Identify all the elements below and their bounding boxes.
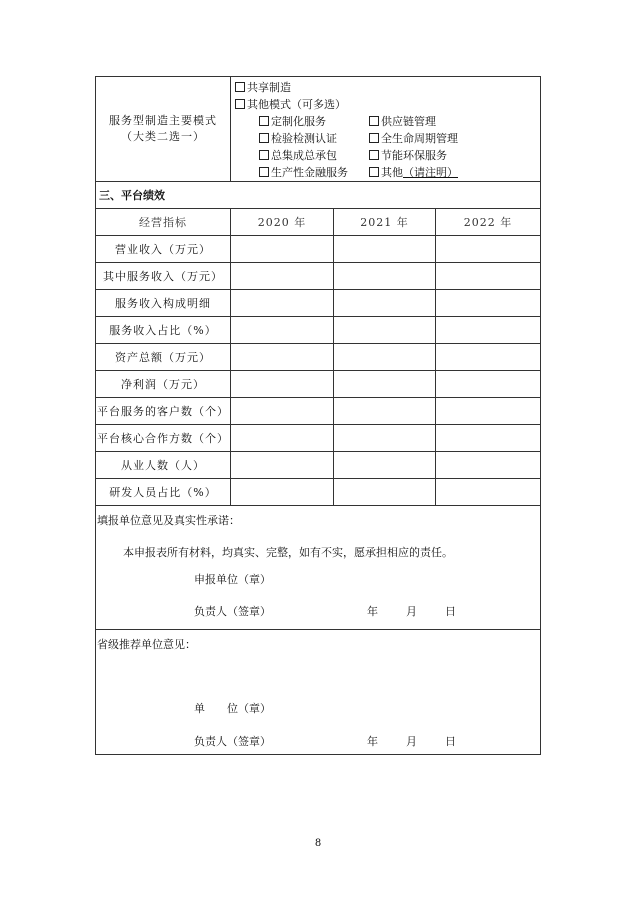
table-row bbox=[96, 290, 541, 317]
value-cell-2022[interactable] bbox=[436, 452, 541, 479]
service-mode-options bbox=[231, 77, 541, 182]
service-mode-label bbox=[96, 77, 231, 182]
row-label: 平台服务的客户数（个） bbox=[96, 398, 231, 425]
service-mode-label-line2: （大类二选一） bbox=[121, 130, 205, 143]
row-label: 平台核心合作方数（个） bbox=[96, 425, 231, 452]
header-2022: 2022 年 bbox=[436, 209, 541, 236]
checkbox-finance[interactable] bbox=[259, 167, 269, 177]
checkbox-supply-chain[interactable] bbox=[369, 116, 379, 126]
row-label: 研发人员占比（%） bbox=[96, 479, 231, 506]
value-cell-2020[interactable] bbox=[231, 317, 334, 344]
row-label: 营业收入（万元） bbox=[96, 236, 231, 263]
value-cell-2022[interactable] bbox=[436, 263, 541, 290]
section3-row bbox=[96, 182, 541, 209]
header-2021: 2021 年 bbox=[334, 209, 436, 236]
declaration-row bbox=[96, 506, 541, 630]
option-energy-saving: 节能环保服务 bbox=[381, 149, 447, 162]
section3-title: 三、平台绩效 bbox=[96, 182, 541, 209]
option-other-modes: 其他模式（可多选） bbox=[247, 98, 346, 111]
table-header-row bbox=[96, 209, 541, 236]
table-row bbox=[96, 371, 541, 398]
value-cell-2020[interactable] bbox=[231, 479, 334, 506]
recommendation-title: 省级推荐单位意见： bbox=[97, 638, 196, 651]
row-label: 服务收入占比（%） bbox=[96, 317, 231, 344]
row-label: 从业人数（人） bbox=[96, 452, 231, 479]
table-row bbox=[96, 452, 541, 479]
value-cell-2021[interactable] bbox=[334, 317, 436, 344]
value-cell-2021[interactable] bbox=[334, 236, 436, 263]
value-cell-2022[interactable] bbox=[436, 398, 541, 425]
value-cell-2021[interactable] bbox=[334, 263, 436, 290]
checkbox-energy-saving[interactable] bbox=[369, 150, 379, 160]
row-label: 服务收入构成明细 bbox=[96, 290, 231, 317]
table-row bbox=[96, 425, 541, 452]
value-cell-2021[interactable] bbox=[334, 371, 436, 398]
option-lifecycle: 全生命周期管理 bbox=[381, 132, 458, 145]
other-note-field[interactable]: （请注明） bbox=[403, 166, 458, 179]
value-cell-2020[interactable] bbox=[231, 290, 334, 317]
value-cell-2021[interactable] bbox=[334, 452, 436, 479]
table-row bbox=[96, 398, 541, 425]
value-cell-2021[interactable] bbox=[334, 425, 436, 452]
value-cell-2020[interactable] bbox=[231, 425, 334, 452]
table-row bbox=[96, 263, 541, 290]
checkbox-inspection[interactable] bbox=[259, 133, 269, 143]
checkbox-other-modes[interactable] bbox=[235, 99, 245, 109]
recommendation-unit-seal: 单 位（章） bbox=[194, 702, 271, 715]
table-row bbox=[96, 479, 541, 506]
value-cell-2021[interactable] bbox=[334, 398, 436, 425]
value-cell-2022[interactable] bbox=[436, 344, 541, 371]
application-form-table bbox=[95, 76, 541, 755]
page-number: 8 bbox=[314, 838, 322, 849]
value-cell-2022[interactable] bbox=[436, 290, 541, 317]
value-cell-2022[interactable] bbox=[436, 317, 541, 344]
declaration-title: 填报单位意见及真实性承诺： bbox=[97, 514, 240, 527]
value-cell-2022[interactable] bbox=[436, 371, 541, 398]
option-customization: 定制化服务 bbox=[271, 115, 326, 128]
value-cell-2022[interactable] bbox=[436, 479, 541, 506]
value-cell-2022[interactable] bbox=[436, 425, 541, 452]
table-row bbox=[96, 344, 541, 371]
recommendation-row bbox=[96, 630, 541, 755]
value-cell-2021[interactable] bbox=[334, 290, 436, 317]
declaration-unit-seal: 申报单位（章） bbox=[194, 573, 271, 586]
value-cell-2020[interactable] bbox=[231, 371, 334, 398]
recommendation-person-signature: 负责人（签章） bbox=[194, 735, 271, 748]
option-other: 其他 bbox=[381, 166, 403, 179]
checkbox-shared-manufacturing[interactable] bbox=[235, 82, 245, 92]
declaration-statement: 本申报表所有材料，均真实、完整，如有不实，愿承担相应的责任。 bbox=[123, 546, 453, 559]
declaration-cell bbox=[96, 506, 541, 630]
row-label: 净利润（万元） bbox=[96, 371, 231, 398]
recommendation-cell bbox=[96, 630, 541, 755]
value-cell-2022[interactable] bbox=[436, 236, 541, 263]
checkbox-lifecycle[interactable] bbox=[369, 133, 379, 143]
table-row bbox=[96, 317, 541, 344]
option-shared-manufacturing: 共享制造 bbox=[247, 81, 291, 94]
row-label: 其中服务收入（万元） bbox=[96, 263, 231, 290]
header-indicator: 经营指标 bbox=[96, 209, 231, 236]
checkbox-other[interactable] bbox=[369, 167, 379, 177]
value-cell-2020[interactable] bbox=[231, 452, 334, 479]
option-supply-chain: 供应链管理 bbox=[381, 115, 436, 128]
row-label: 资产总额（万元） bbox=[96, 344, 231, 371]
declaration-person-signature: 负责人（签章） bbox=[194, 605, 271, 618]
header-2020: 2020 年 bbox=[231, 209, 334, 236]
option-integration: 总集成总承包 bbox=[271, 149, 337, 162]
service-mode-row bbox=[96, 77, 541, 182]
checkbox-integration[interactable] bbox=[259, 150, 269, 160]
option-finance: 生产性金融服务 bbox=[271, 166, 348, 179]
value-cell-2020[interactable] bbox=[231, 263, 334, 290]
value-cell-2020[interactable] bbox=[231, 398, 334, 425]
value-cell-2020[interactable] bbox=[231, 236, 334, 263]
table-row bbox=[96, 236, 541, 263]
declaration-date: 年 月 日 bbox=[367, 605, 458, 618]
recommendation-date: 年 月 日 bbox=[367, 735, 458, 748]
service-mode-label-line1: 服务型制造主要模式 bbox=[109, 114, 217, 127]
value-cell-2020[interactable] bbox=[231, 344, 334, 371]
value-cell-2021[interactable] bbox=[334, 344, 436, 371]
option-inspection: 检验检测认证 bbox=[271, 132, 337, 145]
value-cell-2021[interactable] bbox=[334, 479, 436, 506]
checkbox-customization[interactable] bbox=[259, 116, 269, 126]
